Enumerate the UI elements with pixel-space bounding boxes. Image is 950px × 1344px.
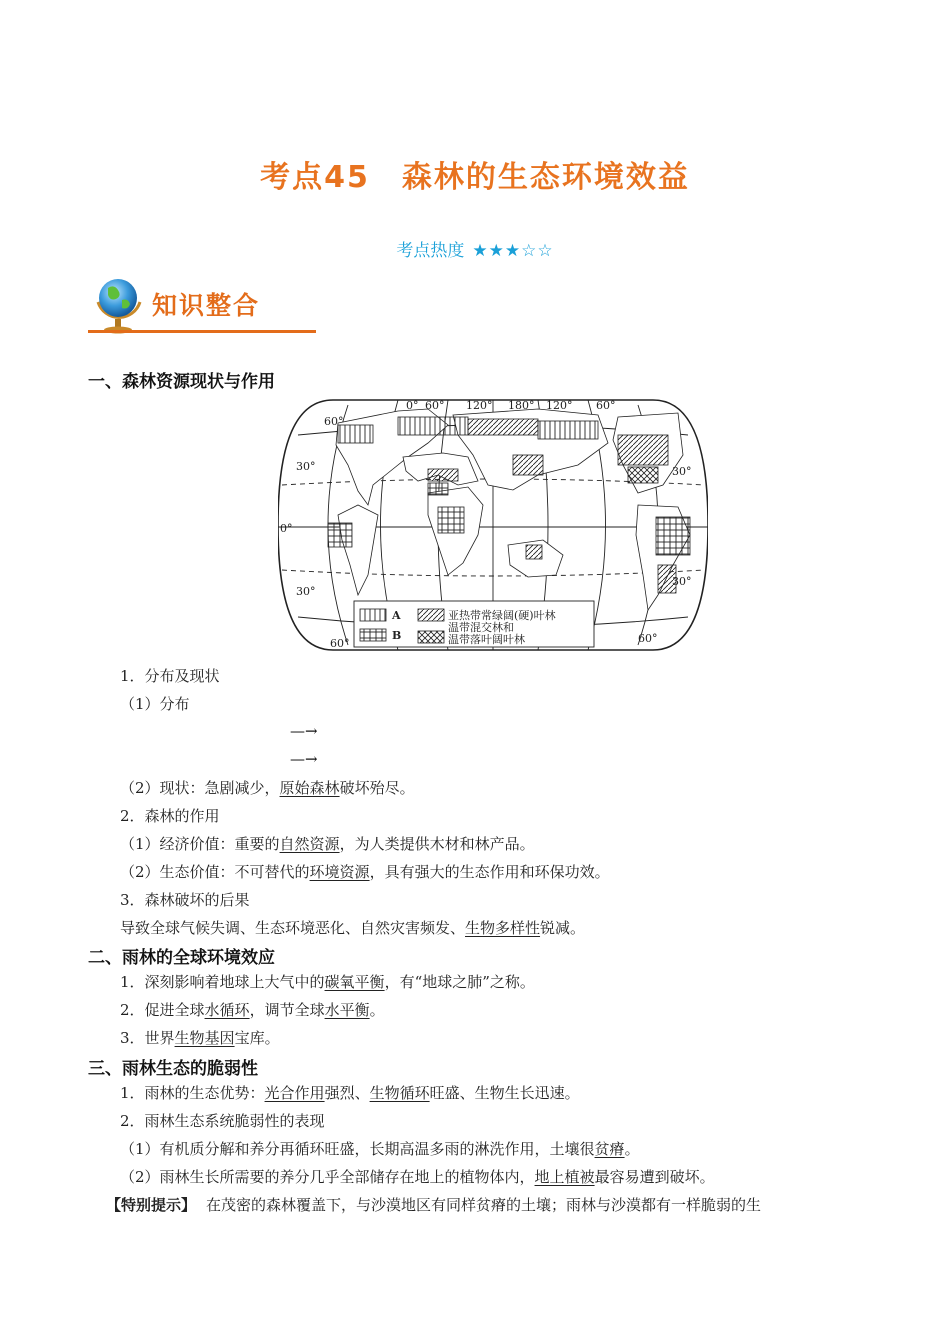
svg-text:60°: 60° [330, 637, 350, 650]
arrow-1: —→ [290, 722, 318, 740]
heat-rating [0, 236, 950, 261]
heat-label: 考点热度 [396, 241, 465, 261]
svg-text:0°: 0° [280, 522, 293, 535]
fragility-heading: 2．雨林生态系统脆弱性的表现 [120, 1112, 325, 1130]
tip-label: 【特别提示】 [106, 1196, 197, 1214]
subheading-distribution: 1．分布及现状 [120, 667, 220, 685]
fragility-item-1: （1）有机质分解和养分再循环旺盛，长期高温多雨的淋洗作用，土壤很贫瘠。 [120, 1140, 640, 1158]
svg-text:60°: 60° [324, 415, 344, 428]
arrow-2: —→ [290, 750, 318, 768]
section-heading-3: 三、雨林生态的脆弱性 [88, 1059, 258, 1079]
svg-text:120°: 120° [466, 399, 493, 412]
fragility-item-2: （2）雨林生长所需要的养分几乎全部储存在地上的植物体内，地上植被最容易遭到破坏。 [120, 1168, 715, 1186]
svg-text:B: B [392, 629, 402, 642]
section-heading-2: 二、雨林的全球环境效应 [88, 948, 275, 968]
svg-text:60°: 60° [425, 399, 445, 412]
svg-text:180°: 180° [508, 399, 535, 412]
svg-text:60°: 60° [596, 399, 616, 412]
svg-text:30°: 30° [672, 465, 692, 478]
section-banner [88, 272, 316, 336]
section-heading-1: 一、森林资源现状与作用 [88, 372, 275, 392]
rainforest-effect-1: 1．深刻影响着地球上大气中的碳氧平衡，有“地球之肺”之称。 [120, 973, 535, 991]
banner-rule [88, 330, 316, 333]
svg-text:A: A [392, 609, 401, 622]
item-status: （2）现状：急剧减少，原始森林破坏殆尽。 [120, 779, 415, 797]
rainforest-advantage: 1．雨林的生态优势：光合作用强烈、生物循环旺盛、生物生长迅速。 [120, 1084, 580, 1102]
svg-text:120°: 120° [546, 399, 573, 412]
svg-text:温带落叶阔叶林: 温带落叶阔叶林 [448, 633, 525, 646]
rainforest-effect-3: 3．世界生物基因宝库。 [120, 1029, 280, 1047]
special-tip [106, 1195, 761, 1215]
item-consequence: 导致全球气候失调、生态环境恶化、自然灾害频发、生物多样性锐减。 [120, 919, 586, 937]
item-distribution: （1）分布 [120, 695, 190, 713]
svg-text:30°: 30° [672, 575, 692, 588]
svg-text:60°: 60° [638, 632, 658, 645]
item-economic: （1）经济价值：重要的自然资源，为人类提供木材和林产品。 [120, 835, 535, 853]
subheading-consequence: 3．森林破坏的后果 [120, 891, 250, 909]
tip-text: 在茂密的森林覆盖下，与沙漠地区有同样贫瘠的土壤；雨林与沙漠都有一样脆弱的生 [206, 1196, 762, 1214]
svg-text:温带混交林和: 温带混交林和 [448, 621, 514, 634]
subheading-role: 2．森林的作用 [120, 807, 220, 825]
globe-icon [90, 272, 146, 336]
svg-text:0°: 0° [406, 399, 419, 412]
banner-label: 知识整合 [152, 291, 261, 320]
item-ecological: （2）生态价值：不可替代的环境资源，具有强大的生态作用和环保功效。 [120, 863, 610, 881]
svg-text:亚热带常绿阔(硬)叶林: 亚热带常绿阔(硬)叶林 [448, 609, 556, 622]
heat-stars: ★★★☆☆ [472, 241, 554, 261]
page-title: 考点45 森林的生态环境效益 [260, 160, 690, 195]
svg-text:30°: 30° [296, 585, 316, 598]
world-forest-map [278, 395, 708, 655]
svg-text:30°: 30° [296, 460, 316, 473]
rainforest-effect-2: 2．促进全球水循环，调节全球水平衡。 [120, 1001, 385, 1019]
